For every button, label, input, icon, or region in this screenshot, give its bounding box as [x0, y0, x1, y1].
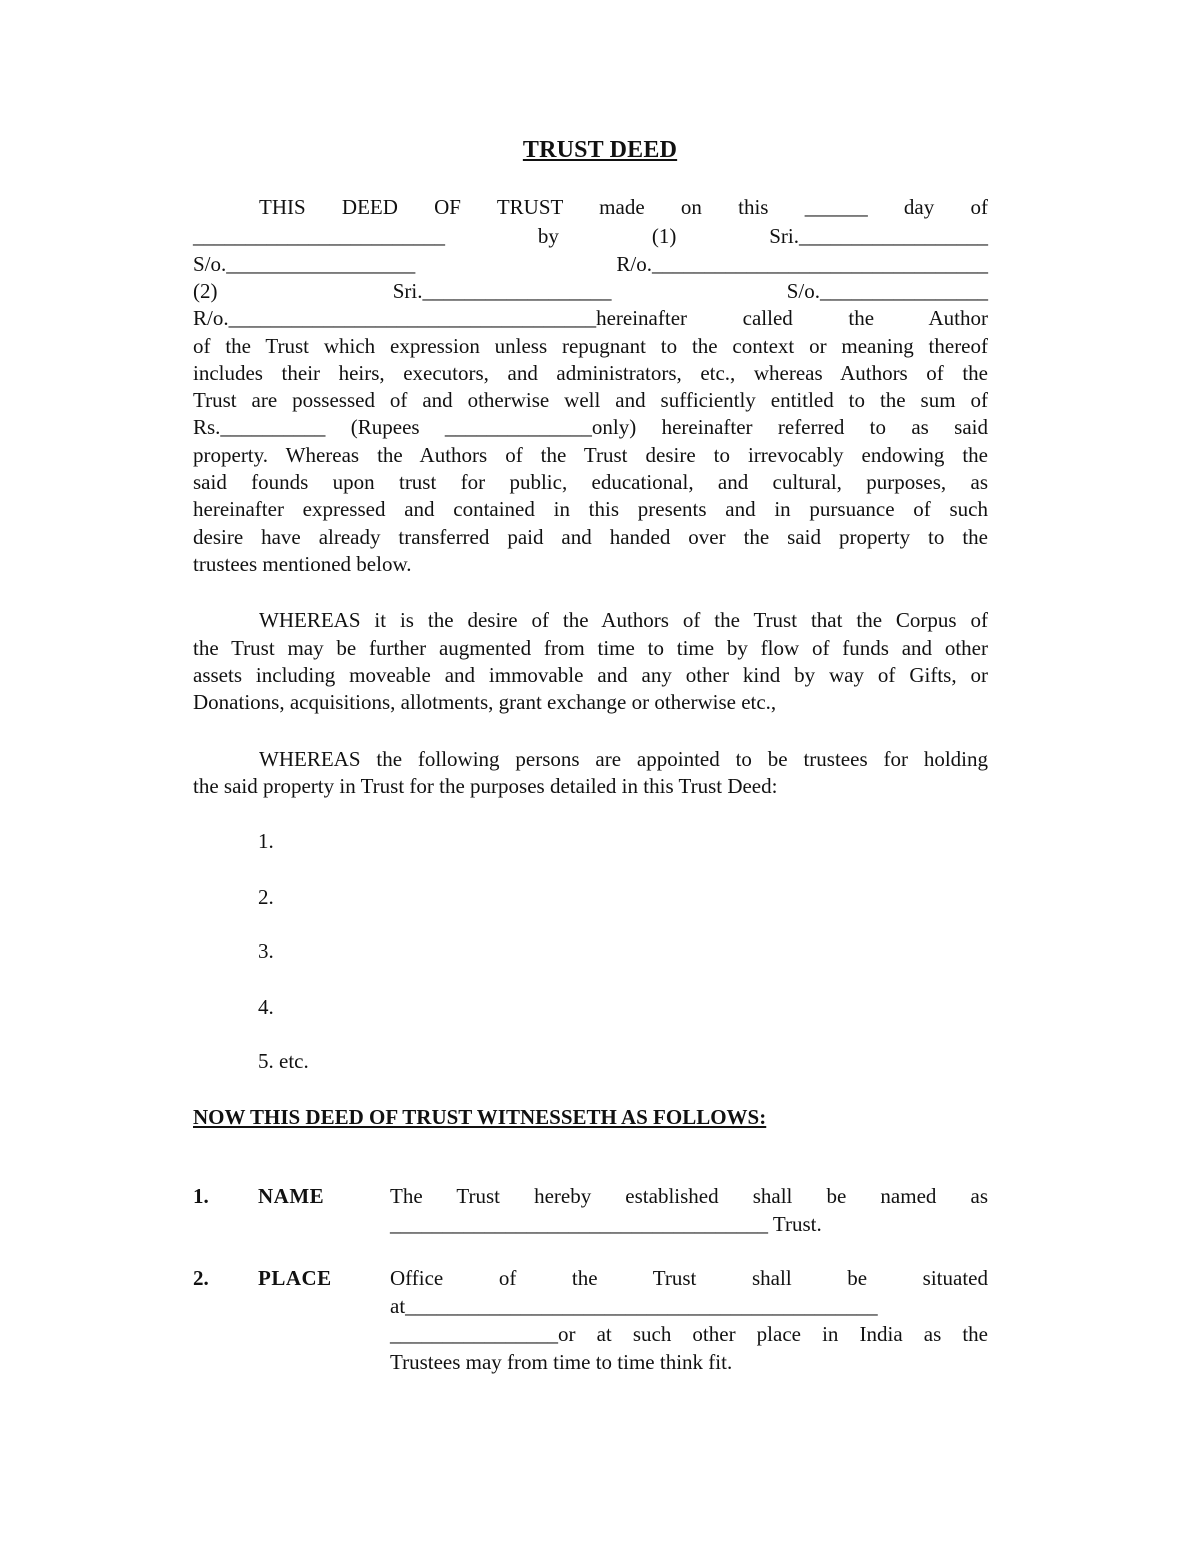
para1-line: R/o.___________________________________hereinafter called the Author: [193, 306, 988, 330]
clause-line: Office of the Trust shall be situated: [390, 1266, 988, 1290]
para2-line: Donations, acquisitions, allotments, grant exchange or otherwise etc.,: [193, 690, 777, 714]
clause-label: NAME: [258, 1184, 325, 1208]
para1-line: said founds upon trust for public, educational, and cultural, purposes, as: [193, 470, 988, 494]
para2-line: WHEREAS it is the desire of the Authors of the Trust that the Corpus of: [259, 608, 988, 632]
para1-line: includes their heirs, executors, and administrators, etc., whereas Authors of the: [193, 361, 988, 385]
trustee-item: 5. etc.: [258, 1049, 309, 1073]
clause-line: Trustees may from time to time think fit.: [390, 1350, 733, 1374]
document-title: TRUST DEED: [522, 137, 678, 163]
clause-number: 2.: [193, 1266, 209, 1290]
para1-line: trustees mentioned below.: [193, 552, 412, 576]
para1-line: THIS DEED OF TRUST made on this ______ day of: [259, 195, 988, 219]
para2-line: the Trust may be further augmented from time to time by flow of funds and other: [193, 636, 988, 660]
witnesseth-heading: NOW THIS DEED OF TRUST WITNESSETH AS FOLLOWS:: [193, 1105, 767, 1129]
trustee-item: 1.: [258, 829, 274, 853]
clause-line: The Trust hereby established shall be named as: [390, 1184, 988, 1208]
trustee-item: 4.: [258, 995, 274, 1019]
para3-line: WHEREAS the following persons are appointed to be trustees for holding: [259, 747, 988, 771]
para1-line: ________________________ by (1) Sri.__________________: [193, 224, 988, 248]
clause-label: PLACE: [258, 1266, 332, 1290]
para2-line: assets including moveable and immovable and any other kind by way of Gifts, or: [193, 663, 988, 687]
trustee-item: 2.: [258, 885, 274, 909]
para1-line: (2) Sri.__________________ S/o.________________: [193, 279, 988, 303]
para1-line: hereinafter expressed and contained in this presents and in pursuance of such: [193, 497, 988, 521]
para3-line: the said property in Trust for the purposes detailed in this Trust Deed:: [193, 774, 778, 798]
para1-line: Trust are possessed of and otherwise well and sufficiently entitled to the sum of: [193, 388, 988, 412]
clause-line: ________________or at such other place in India as the: [390, 1322, 988, 1346]
para1-line: desire have already transferred paid and handed over the said property to the: [193, 525, 988, 549]
trustee-item: 3.: [258, 939, 274, 963]
clause-line: at_____________________________________________: [390, 1294, 878, 1318]
para1-line: S/o.__________________ R/o.________________________________: [193, 252, 988, 276]
para1-line: property. Whereas the Authors of the Trust desire to irrevocably endowing the: [193, 443, 988, 467]
clause-number: 1.: [193, 1184, 209, 1208]
para1-line: Rs.__________ (Rupees ______________only) hereinafter referred to as said: [193, 415, 988, 439]
para1-line: of the Trust which expression unless repugnant to the context or meaning thereof: [193, 334, 988, 358]
clause-line: ____________________________________ Trust.: [390, 1212, 822, 1236]
